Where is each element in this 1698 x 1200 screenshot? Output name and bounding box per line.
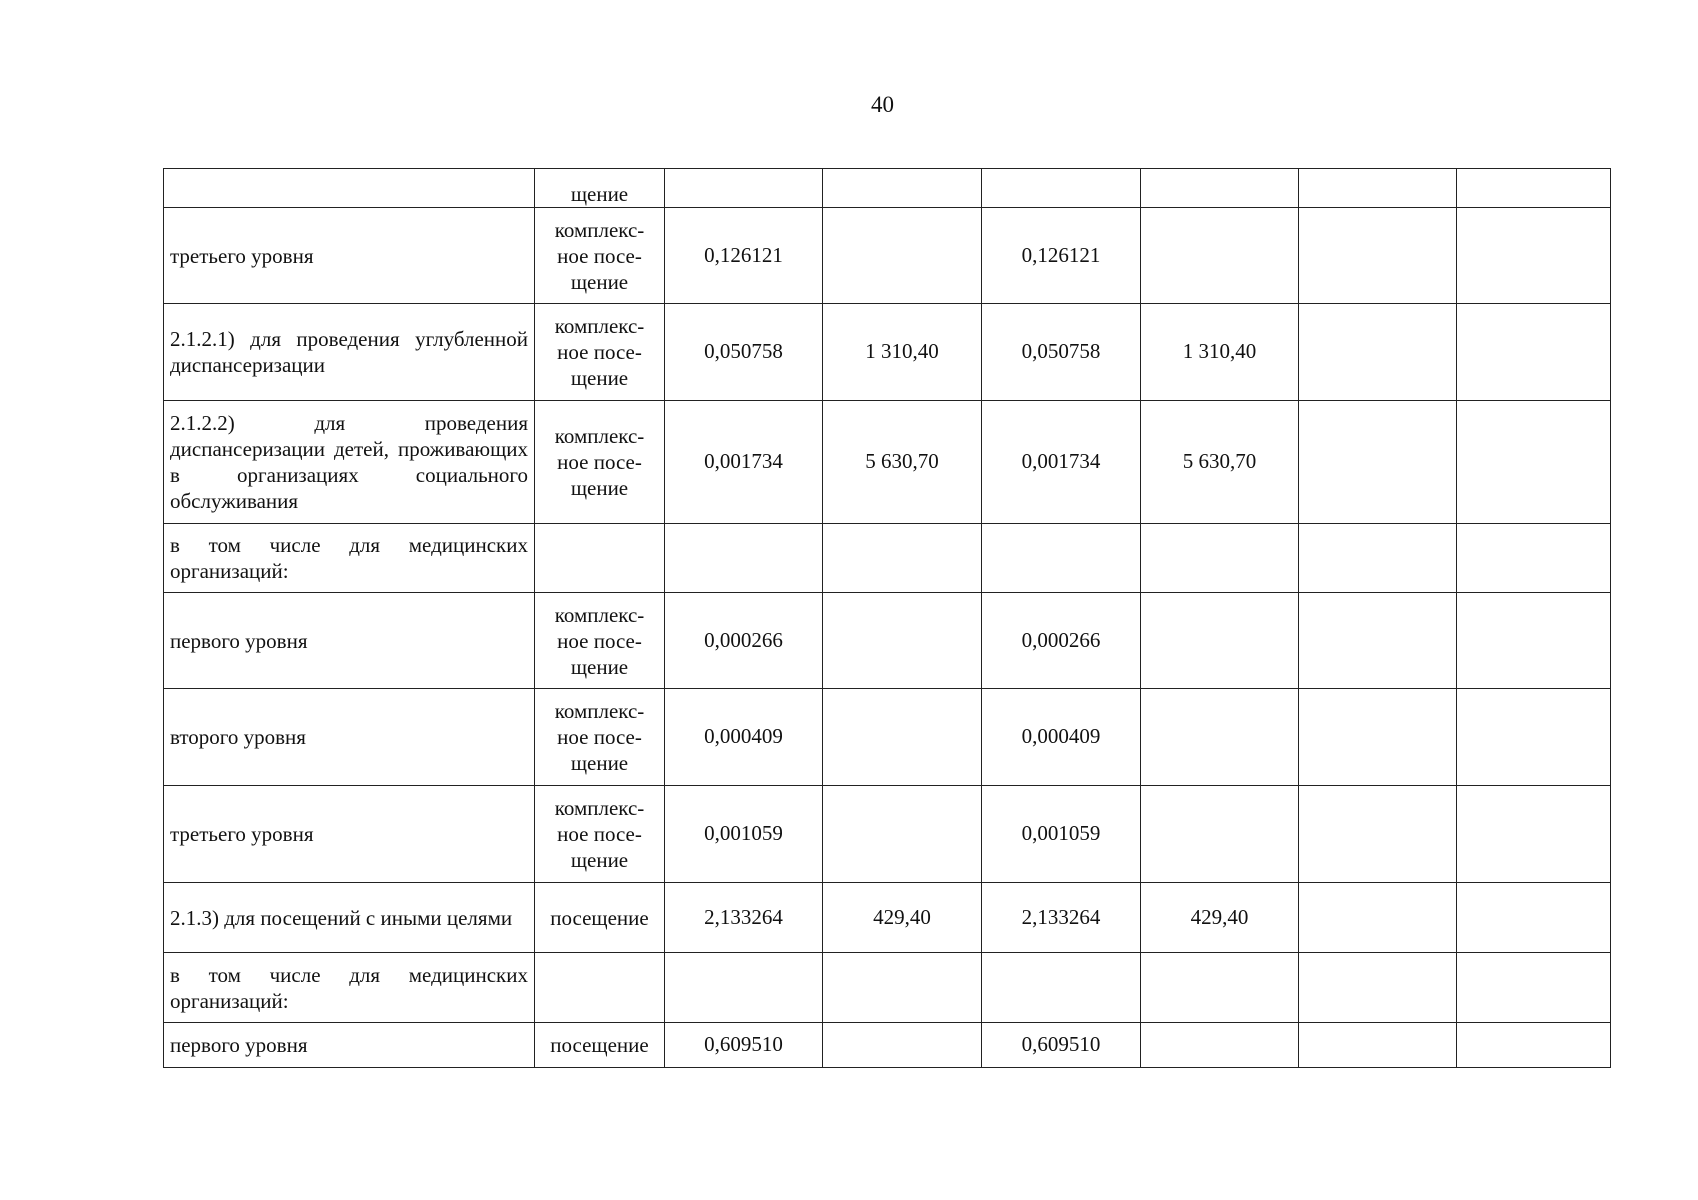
value-cell: 0,126121: [982, 208, 1141, 304]
table-row: [164, 883, 1611, 953]
value-cell: [1299, 208, 1457, 304]
value-cell: [1299, 593, 1457, 689]
value-cell: [1299, 401, 1457, 524]
value-cell: [1299, 304, 1457, 401]
table-row: [164, 169, 1611, 208]
value-cell: [823, 1023, 982, 1068]
value-cell: [982, 524, 1141, 593]
row-label: в том числе для медицинских организаций:: [164, 953, 535, 1023]
row-label: 2.1.2.2) для проведения диспансеризации детей, проживающих в организациях социального обслуживания: [164, 401, 535, 524]
value-cell: 0,001734: [665, 401, 823, 524]
row-label: [164, 169, 535, 208]
value-cell: 0,000409: [665, 689, 823, 786]
value-cell: [1457, 304, 1611, 401]
value-cell: [1141, 786, 1299, 883]
unit-cell: посещение: [535, 883, 665, 953]
unit-cell: комплекс-ное посе-щение: [535, 689, 665, 786]
value-cell: [665, 169, 823, 208]
table-row: [164, 786, 1611, 883]
value-cell: [1299, 169, 1457, 208]
value-cell: [665, 524, 823, 593]
unit-cell: комплекс-ное посе-щение: [535, 304, 665, 401]
value-cell: [1457, 401, 1611, 524]
value-cell: [1457, 883, 1611, 953]
table-row: [164, 593, 1611, 689]
row-label: третьего уровня: [164, 786, 535, 883]
value-cell: [1141, 208, 1299, 304]
row-label: 2.1.3) для посещений с иными целями: [164, 883, 535, 953]
value-cell: [1141, 689, 1299, 786]
table-row: [164, 1023, 1611, 1068]
row-label: второго уровня: [164, 689, 535, 786]
value-cell: [823, 953, 982, 1023]
value-cell: 5 630,70: [1141, 401, 1299, 524]
row-label: первого уровня: [164, 1023, 535, 1068]
row-label: первого уровня: [164, 593, 535, 689]
value-cell: 0,001734: [982, 401, 1141, 524]
value-cell: 5 630,70: [823, 401, 982, 524]
unit-cell: комплекс-ное посе-щение: [535, 208, 665, 304]
value-cell: [1299, 524, 1457, 593]
value-cell: [1299, 786, 1457, 883]
value-cell: 429,40: [1141, 883, 1299, 953]
value-cell: 2,133264: [665, 883, 823, 953]
value-cell: [982, 953, 1141, 1023]
value-cell: [1299, 883, 1457, 953]
table-row: [164, 953, 1611, 1023]
unit-cell: посещение: [535, 1023, 665, 1068]
value-cell: [1457, 689, 1611, 786]
value-cell: [1457, 593, 1611, 689]
unit-cell: комплекс-ное посе-щение: [535, 786, 665, 883]
value-cell: [1457, 524, 1611, 593]
value-cell: [1141, 524, 1299, 593]
value-cell: [1299, 953, 1457, 1023]
value-cell: [665, 953, 823, 1023]
value-cell: [1141, 169, 1299, 208]
value-cell: 429,40: [823, 883, 982, 953]
unit-cell: комплекс-ное посе-щение: [535, 593, 665, 689]
value-cell: [823, 786, 982, 883]
table-row: [164, 208, 1611, 304]
value-cell: 0,050758: [665, 304, 823, 401]
table-row: [164, 689, 1611, 786]
tariff-table: [163, 168, 1611, 1068]
table-row: [164, 304, 1611, 401]
value-cell: [1141, 1023, 1299, 1068]
value-cell: [982, 169, 1141, 208]
unit-cell: [535, 524, 665, 593]
table-row: [164, 524, 1611, 593]
value-cell: [1299, 1023, 1457, 1068]
value-cell: [823, 689, 982, 786]
value-cell: 1 310,40: [1141, 304, 1299, 401]
value-cell: [1457, 169, 1611, 208]
value-cell: 1 310,40: [823, 304, 982, 401]
value-cell: [1457, 953, 1611, 1023]
value-cell: [1141, 953, 1299, 1023]
unit-cell: щение: [535, 169, 665, 208]
value-cell: 0,001059: [982, 786, 1141, 883]
unit-cell: [535, 953, 665, 1023]
value-cell: 0,000266: [982, 593, 1141, 689]
value-cell: [1457, 208, 1611, 304]
row-label: в том числе для медицинских организаций:: [164, 524, 535, 593]
value-cell: 0,000409: [982, 689, 1141, 786]
value-cell: 0,000266: [665, 593, 823, 689]
value-cell: [1299, 689, 1457, 786]
value-cell: [823, 208, 982, 304]
unit-cell: комплекс-ное посе-щение: [535, 401, 665, 524]
value-cell: 0,126121: [665, 208, 823, 304]
value-cell: [823, 169, 982, 208]
row-label: третьего уровня: [164, 208, 535, 304]
value-cell: [1141, 593, 1299, 689]
page-number: 40: [871, 92, 894, 117]
value-cell: 0,609510: [665, 1023, 823, 1068]
value-cell: 0,609510: [982, 1023, 1141, 1068]
value-cell: [1457, 1023, 1611, 1068]
value-cell: [1457, 786, 1611, 883]
value-cell: 0,050758: [982, 304, 1141, 401]
value-cell: [823, 524, 982, 593]
value-cell: [823, 593, 982, 689]
table-row: [164, 401, 1611, 524]
row-label: 2.1.2.1) для проведения углубленной диспансеризации: [164, 304, 535, 401]
value-cell: 0,001059: [665, 786, 823, 883]
value-cell: 2,133264: [982, 883, 1141, 953]
